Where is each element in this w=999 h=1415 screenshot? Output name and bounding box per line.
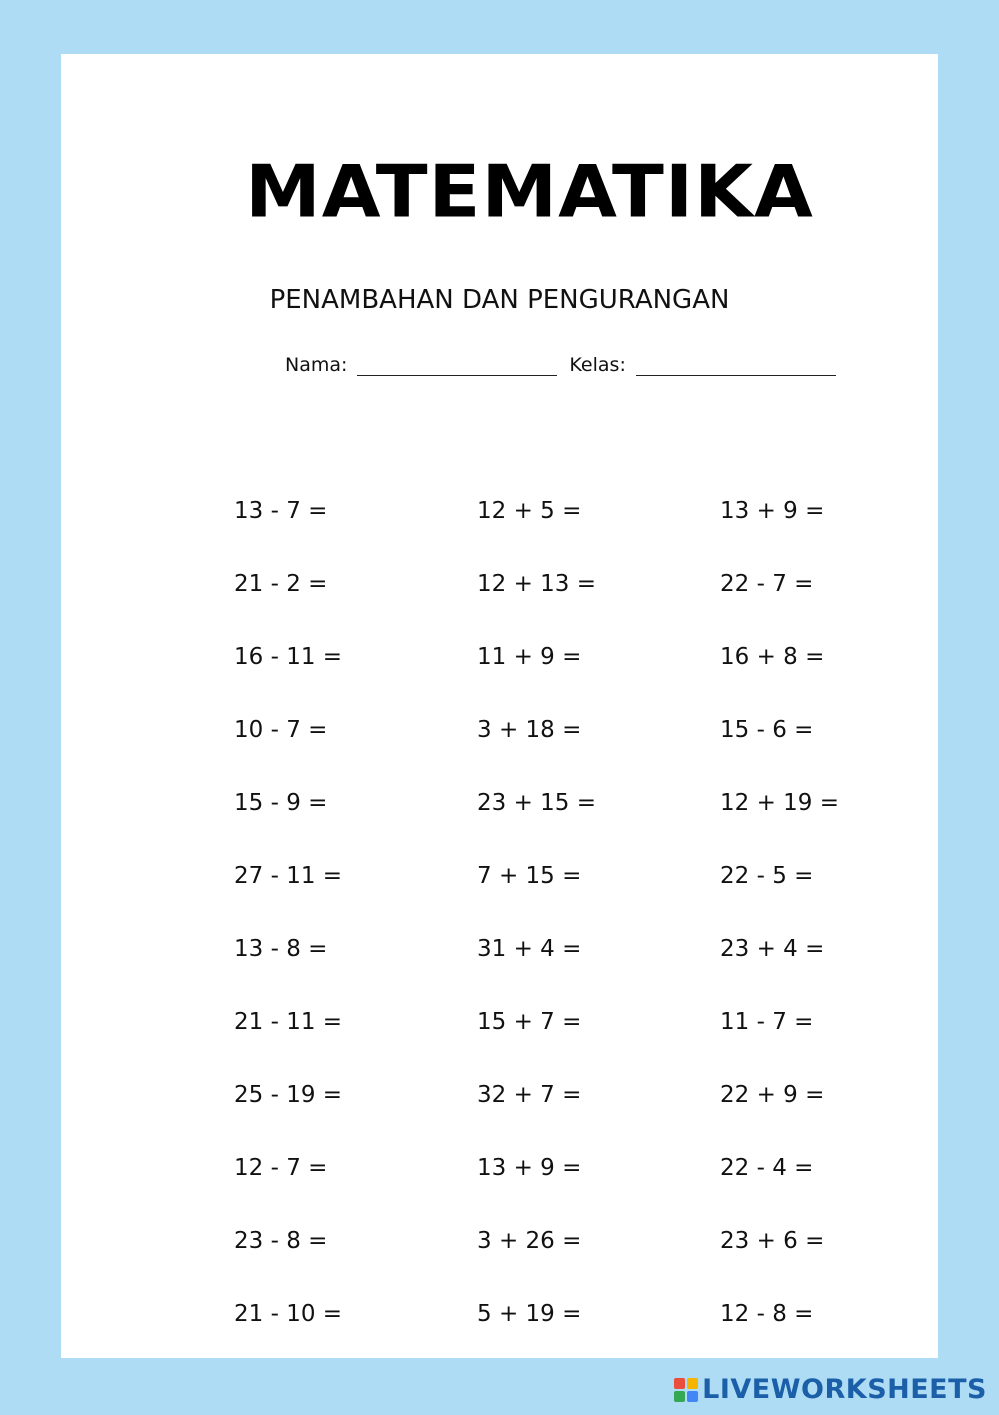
liveworksheets-brand[interactable] (674, 1374, 987, 1405)
problem-item: 23 + 15 = (477, 790, 597, 816)
problem-item: 16 + 8 = (720, 644, 825, 670)
class-input-line[interactable] (636, 355, 836, 376)
problem-item: 12 - 7 = (234, 1155, 328, 1181)
problem-item: 13 - 8 = (234, 936, 328, 962)
problem-item: 10 - 7 = (234, 717, 328, 743)
problem-item: 25 - 19 = (234, 1082, 343, 1108)
liveworksheets-logo-icon (674, 1378, 698, 1402)
problem-item: 23 + 6 = (720, 1228, 825, 1254)
problem-item: 22 + 9 = (720, 1082, 825, 1108)
problem-item: 3 + 26 = (477, 1228, 582, 1254)
problem-item: 3 + 18 = (477, 717, 582, 743)
problem-item: 11 + 9 = (477, 644, 582, 670)
problem-item: 15 - 9 = (234, 790, 328, 816)
problem-item: 27 - 11 = (234, 863, 343, 889)
problem-item: 31 + 4 = (477, 936, 582, 962)
worksheet-title: MATEMATIKA (245, 149, 814, 234)
problem-item: 13 - 7 = (234, 498, 328, 524)
problem-item: 23 + 4 = (720, 936, 825, 962)
name-input-line[interactable] (357, 355, 557, 376)
problem-item: 12 + 5 = (477, 498, 582, 524)
problem-item: 22 - 7 = (720, 571, 814, 597)
problem-item: 7 + 15 = (477, 863, 582, 889)
problem-item: 12 - 8 = (720, 1301, 814, 1327)
problem-item: 15 - 6 = (720, 717, 814, 743)
class-label: Kelas: (569, 354, 626, 376)
problem-item: 32 + 7 = (477, 1082, 582, 1108)
problem-item: 5 + 19 = (477, 1301, 582, 1327)
problem-item: 22 - 4 = (720, 1155, 814, 1181)
problem-item: 16 - 11 = (234, 644, 343, 670)
brand-text: LIVEWORKSHEETS (702, 1374, 987, 1405)
name-label: Nama: (285, 354, 348, 376)
problem-item: 21 - 2 = (234, 571, 328, 597)
problem-item: 21 - 11 = (234, 1009, 343, 1035)
problem-item: 13 + 9 = (720, 498, 825, 524)
worksheet-subtitle: PENAMBAHAN DAN PENGURANGAN (269, 285, 730, 315)
problem-item: 12 + 19 = (720, 790, 840, 816)
problem-item: 12 + 13 = (477, 571, 597, 597)
problem-item: 23 - 8 = (234, 1228, 328, 1254)
student-info-fields (285, 354, 848, 376)
problem-item: 11 - 7 = (720, 1009, 814, 1035)
worksheet-page (61, 54, 938, 1358)
problem-item: 13 + 9 = (477, 1155, 582, 1181)
problem-item: 22 - 5 = (720, 863, 814, 889)
problem-item: 21 - 10 = (234, 1301, 343, 1327)
problem-item: 15 + 7 = (477, 1009, 582, 1035)
